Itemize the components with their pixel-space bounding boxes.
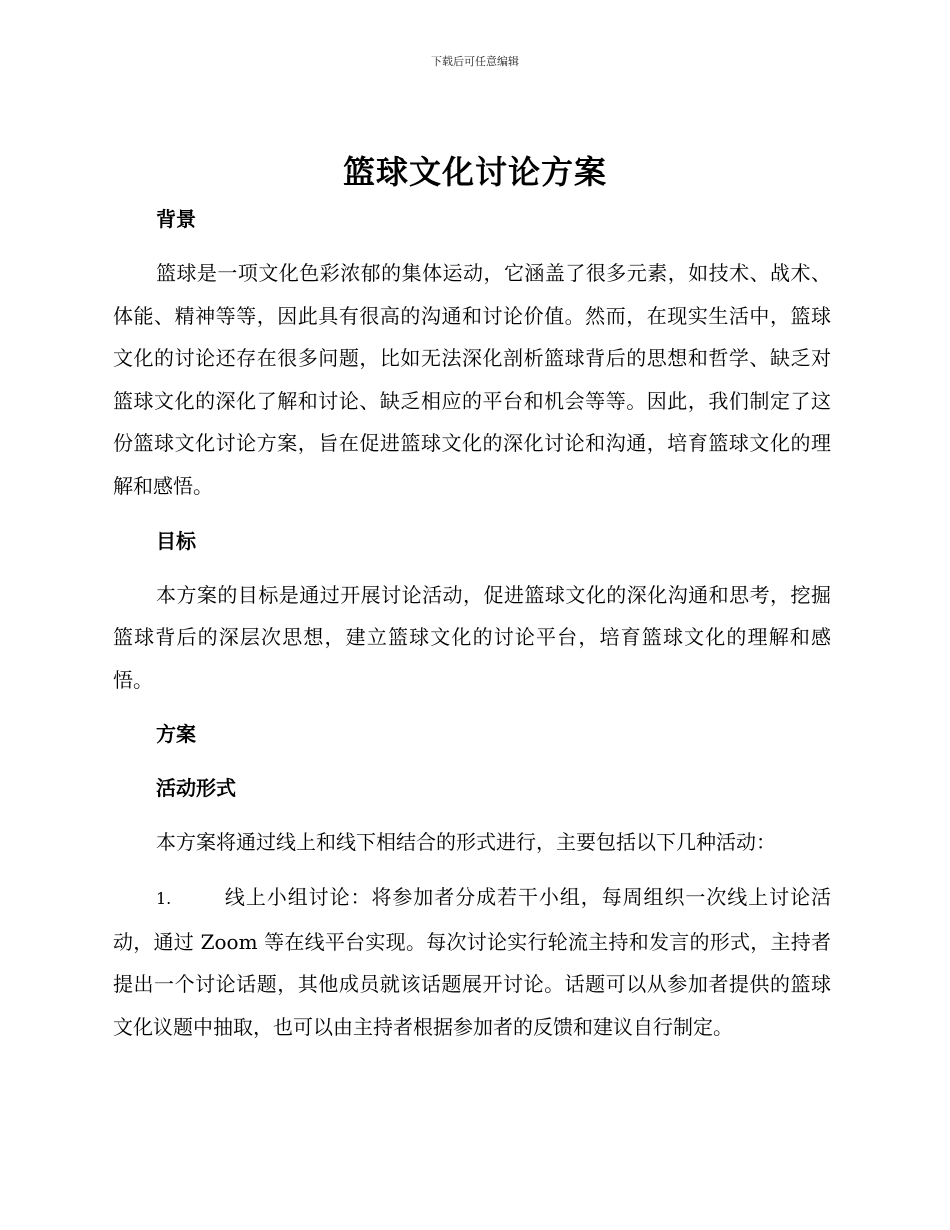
section-heading-goal: 目标 bbox=[156, 528, 196, 553]
paragraph-background: 篮球是一项文化色彩浓郁的集体运动，它涵盖了很多元素，如技术、战术、体能、精神等等，因此具有很高的沟通和讨论价值。然而，在现实生活中，篮球文化的讨论还存在很多问题，比如无法深化剖析篮球背后的思想和哲学、缺乏对篮球文化的深化了解和讨论、缺乏相应的平台和机会等等。因此，我们制定了这份篮球文化讨论方案，旨在促进篮球文化的深化讨论和沟通，培育篮球文化的理解和感悟。 bbox=[113, 261, 831, 498]
list-item-number: 1. bbox=[156, 888, 172, 908]
document-title: 篮球文化讨论方案 bbox=[342, 153, 607, 191]
list-item-text: 线上小组讨论：将参加者分成若干小组，每周组织一次线上讨论活动，通过 Zoom 等在线平台实现。每次讨论实行轮流主持和发言的形式，主持者提出一个讨论话题，其他成员就该话题展开讨论。话题可以从参加者提供的篮球文化议题中抽取，也可以由主持者根据参加者的反馈和建议自行制定。 bbox=[113, 884, 831, 1039]
document-body bbox=[113, 198, 831, 1060]
paragraph-activity-format-intro: 本方案将通过线上和线下相结合的形式进行，主要包括以下几种活动： bbox=[156, 830, 776, 855]
section-heading-activity-format: 活动形式 bbox=[156, 776, 236, 801]
list-item bbox=[113, 876, 831, 1048]
section-heading-plan: 方案 bbox=[156, 722, 196, 747]
header-note: 下载后可任意编辑 bbox=[431, 55, 519, 68]
section-heading-background: 背景 bbox=[156, 207, 196, 231]
paragraph-goal: 本方案的目标是通过开展讨论活动，促进篮球文化的深化沟通和思考，挖掘篮球背后的深层次思想，建立篮球文化的讨论平台，培育篮球文化的理解和感悟。 bbox=[113, 582, 831, 692]
